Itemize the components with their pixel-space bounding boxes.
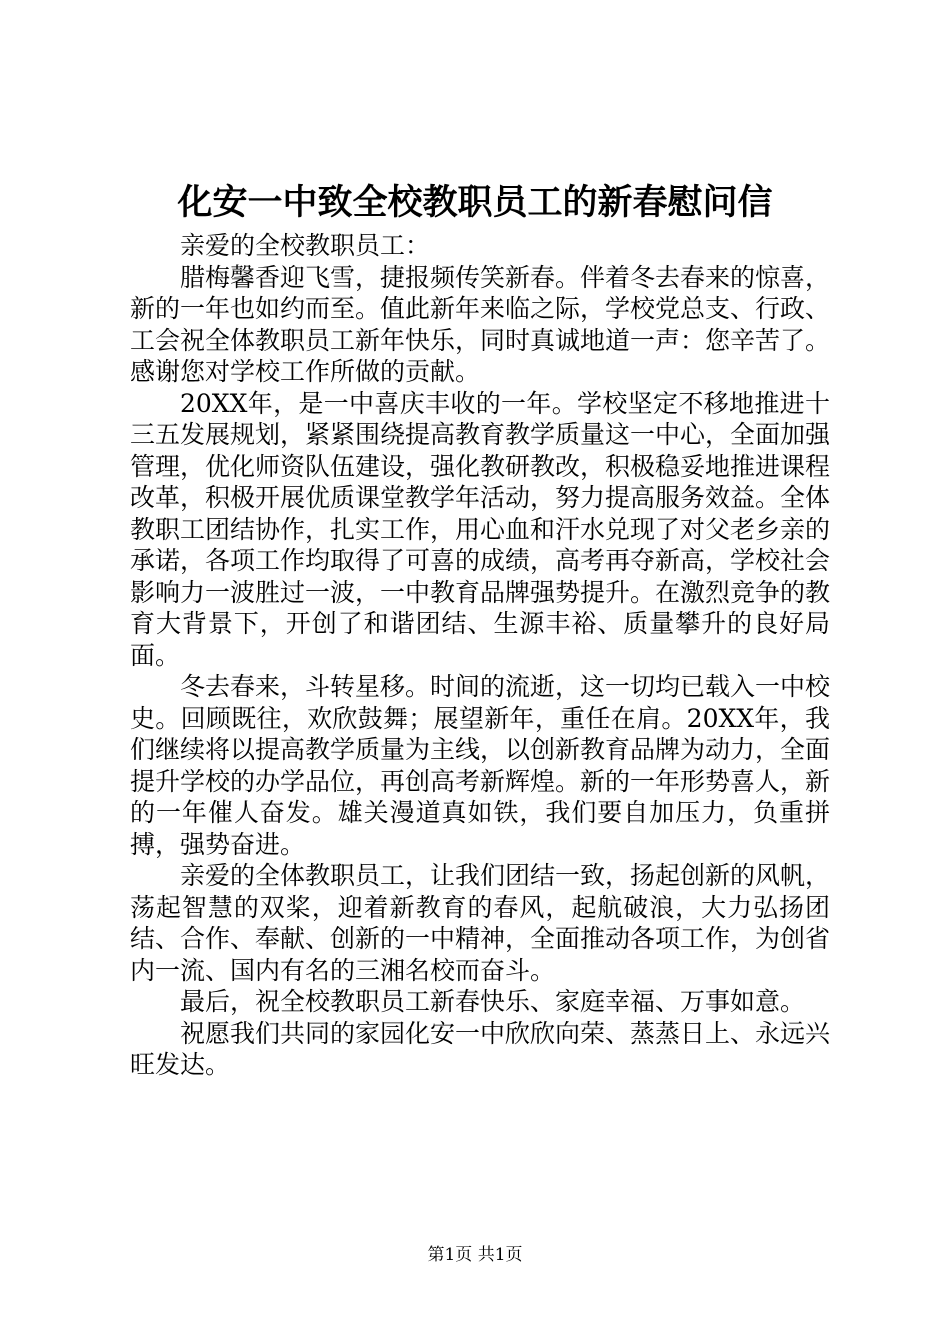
paragraph: 亲爱的全体教职员工，让我们团结一致，扬起创新的风帆，荡起智慧的双桨，迎着新教育的春风，起航破浪，大力弘扬团结、合作、奉献、创新的一中精神，全面推动各项工作，为创省内一流、国内有名的三湘名校而奋斗。 (130, 861, 831, 985)
letter-body (130, 230, 830, 1081)
paragraph: 冬去春来，斗转星移。时间的流逝，这一切均已载入一中校史。回顾既往，欢欣鼓舞；展望新年，重任在肩。20XX年，我们继续将以提高教学质量为主线，以创新教育品牌为动力，全面提升学校的办学品位，再创高考新辉煌。新的一年形势喜人，新的一年催人奋发。雄关漫道真如铁，我们要自加压力，负重拼搏，强势奋进。 (130, 672, 831, 859)
paragraph: 祝愿我们共同的家园化安一中欣欣向荣、蒸蒸日上、永远兴旺发达。 (130, 1018, 831, 1079)
greeting: 亲爱的全校教职员工： (180, 231, 431, 260)
page-title: 化安一中致全校教职员工的新春慰问信 (177, 182, 773, 223)
paragraph: 腊梅馨香迎飞雪，捷报频传笑新春。伴着冬去春来的惊喜，新的一年也如约而至。值此新年来临之际，学校党总支、行政、工会祝全体教职员工新年快乐，同时真诚地道一声：您辛苦了。感谢您对学校工作所做的贡献。 (130, 262, 831, 386)
paragraph: 20XX年，是一中喜庆丰收的一年。学校坚定不移地推进十三五发展规划，紧紧围绕提高教育教学质量这一中心，全面加强管理，优化师资队伍建设，强化教研教改，积极稳妥地推进课程改革，积极开展优质课堂教学年活动，努力提高服务效益。全体教职工团结协作，扎实工作，用心血和汗水兑现了对父老乡亲的承诺，各项工作均取得了可喜的成绩，高考再夺新高，学校社会影响力一波胜过一波，一中教育品牌强势提升。在激烈竞争的教育大背景下，开创了和谐团结、生源丰裕、质量攀升的良好局面。 (130, 388, 831, 670)
page-number: 第1页 共1页 (427, 1245, 523, 1265)
paragraph: 最后，祝全校教职员工新春快乐、家庭幸福、万事如意。 (180, 987, 806, 1016)
